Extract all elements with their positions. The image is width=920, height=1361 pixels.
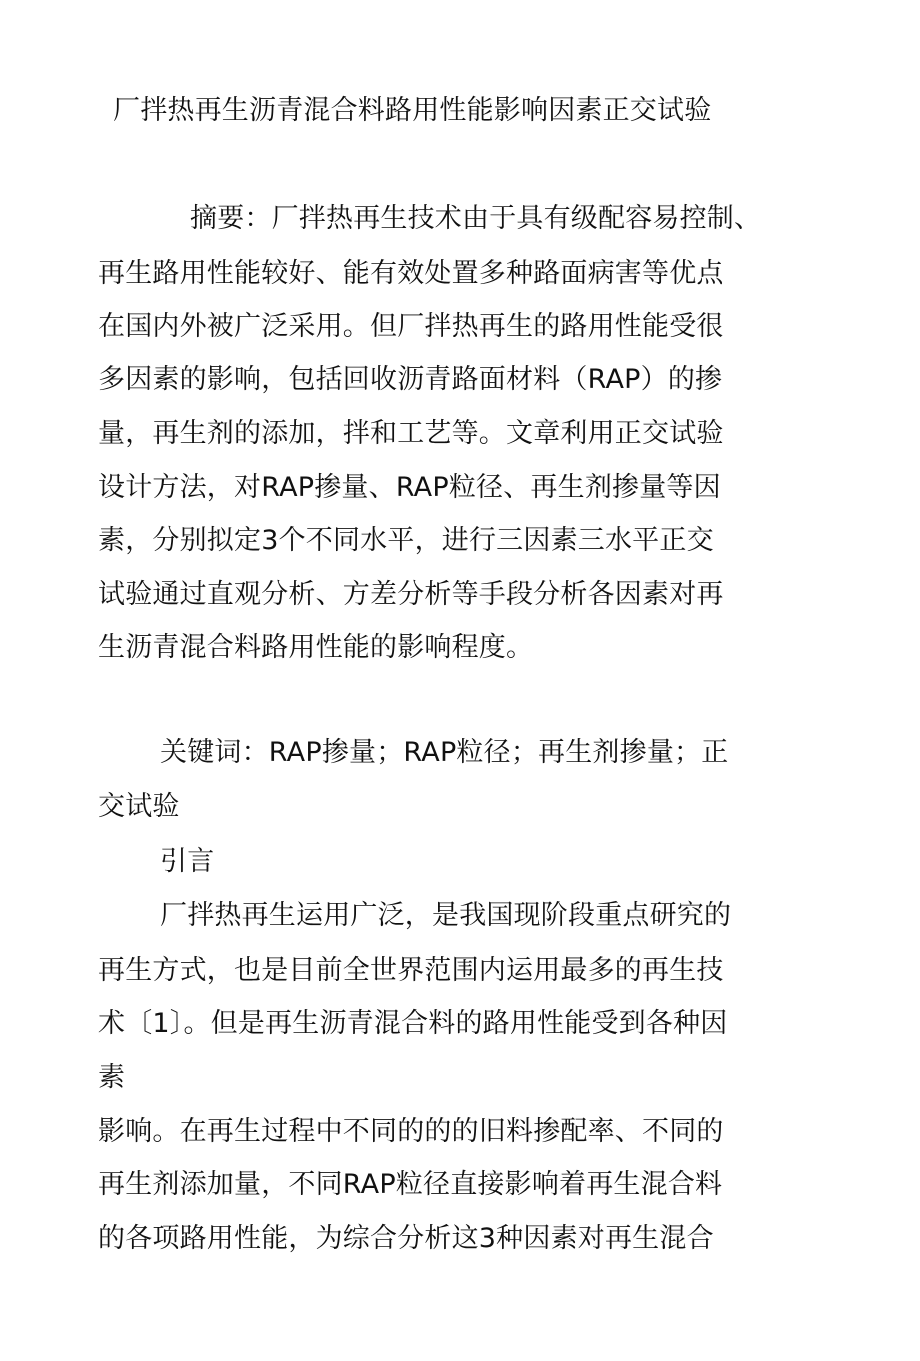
- intro-line-2: 再生方式，也是目前全世界范围内运用最多的再生技: [98, 955, 724, 986]
- abstract-line-6: 设计方法，对RAP掺量、RAP粒径、再生剂掺量等因: [98, 472, 721, 503]
- keywords-line-2: 交试验: [98, 791, 180, 822]
- intro-line-5: 影响。在再生过程中不同的的的旧料掺配率、不同的: [98, 1116, 724, 1147]
- intro-line-3: 术〔1〕。但是再生沥青混合料的路用性能受到各种因: [98, 1008, 728, 1039]
- abstract-line-9: 生沥青混合料路用性能的影响程度。: [98, 632, 534, 663]
- intro-line-1: 厂拌热再生运用广泛，是我国现阶段重点研究的: [160, 900, 732, 931]
- document-title: 厂拌热再生沥青混合料路用性能影响因素正交试验: [113, 95, 712, 126]
- keywords-line-1: 关键词：RAP掺量；RAP粒径；再生剂掺量；正: [160, 737, 729, 768]
- intro-heading: 引言: [160, 846, 215, 877]
- abstract-line-8: 试验通过直观分析、方差分析等手段分析各因素对再: [98, 579, 724, 610]
- abstract-line-3: 在国内外被广泛采用。但厂拌热再生的路用性能受很: [98, 311, 724, 342]
- abstract-line-1: 摘要：厂拌热再生技术由于具有级配容易控制、: [190, 203, 762, 234]
- intro-line-4: 素: [98, 1062, 126, 1093]
- intro-line-6: 再生剂添加量，不同RAP粒径直接影响着再生混合料: [98, 1169, 723, 1200]
- abstract-line-7: 素，分别拟定3个不同水平，进行三因素三水平正交: [98, 525, 714, 556]
- abstract-line-2: 再生路用性能较好、能有效处置多种路面病害等优点: [98, 258, 724, 289]
- abstract-line-5: 量，再生剂的添加，拌和工艺等。文章利用正交试验: [98, 418, 724, 449]
- intro-line-7: 的各项路用性能，为综合分析这3种因素对再生混合: [98, 1223, 714, 1254]
- abstract-line-4: 多因素的影响，包括回收沥青路面材料（RAP）的掺: [98, 364, 723, 395]
